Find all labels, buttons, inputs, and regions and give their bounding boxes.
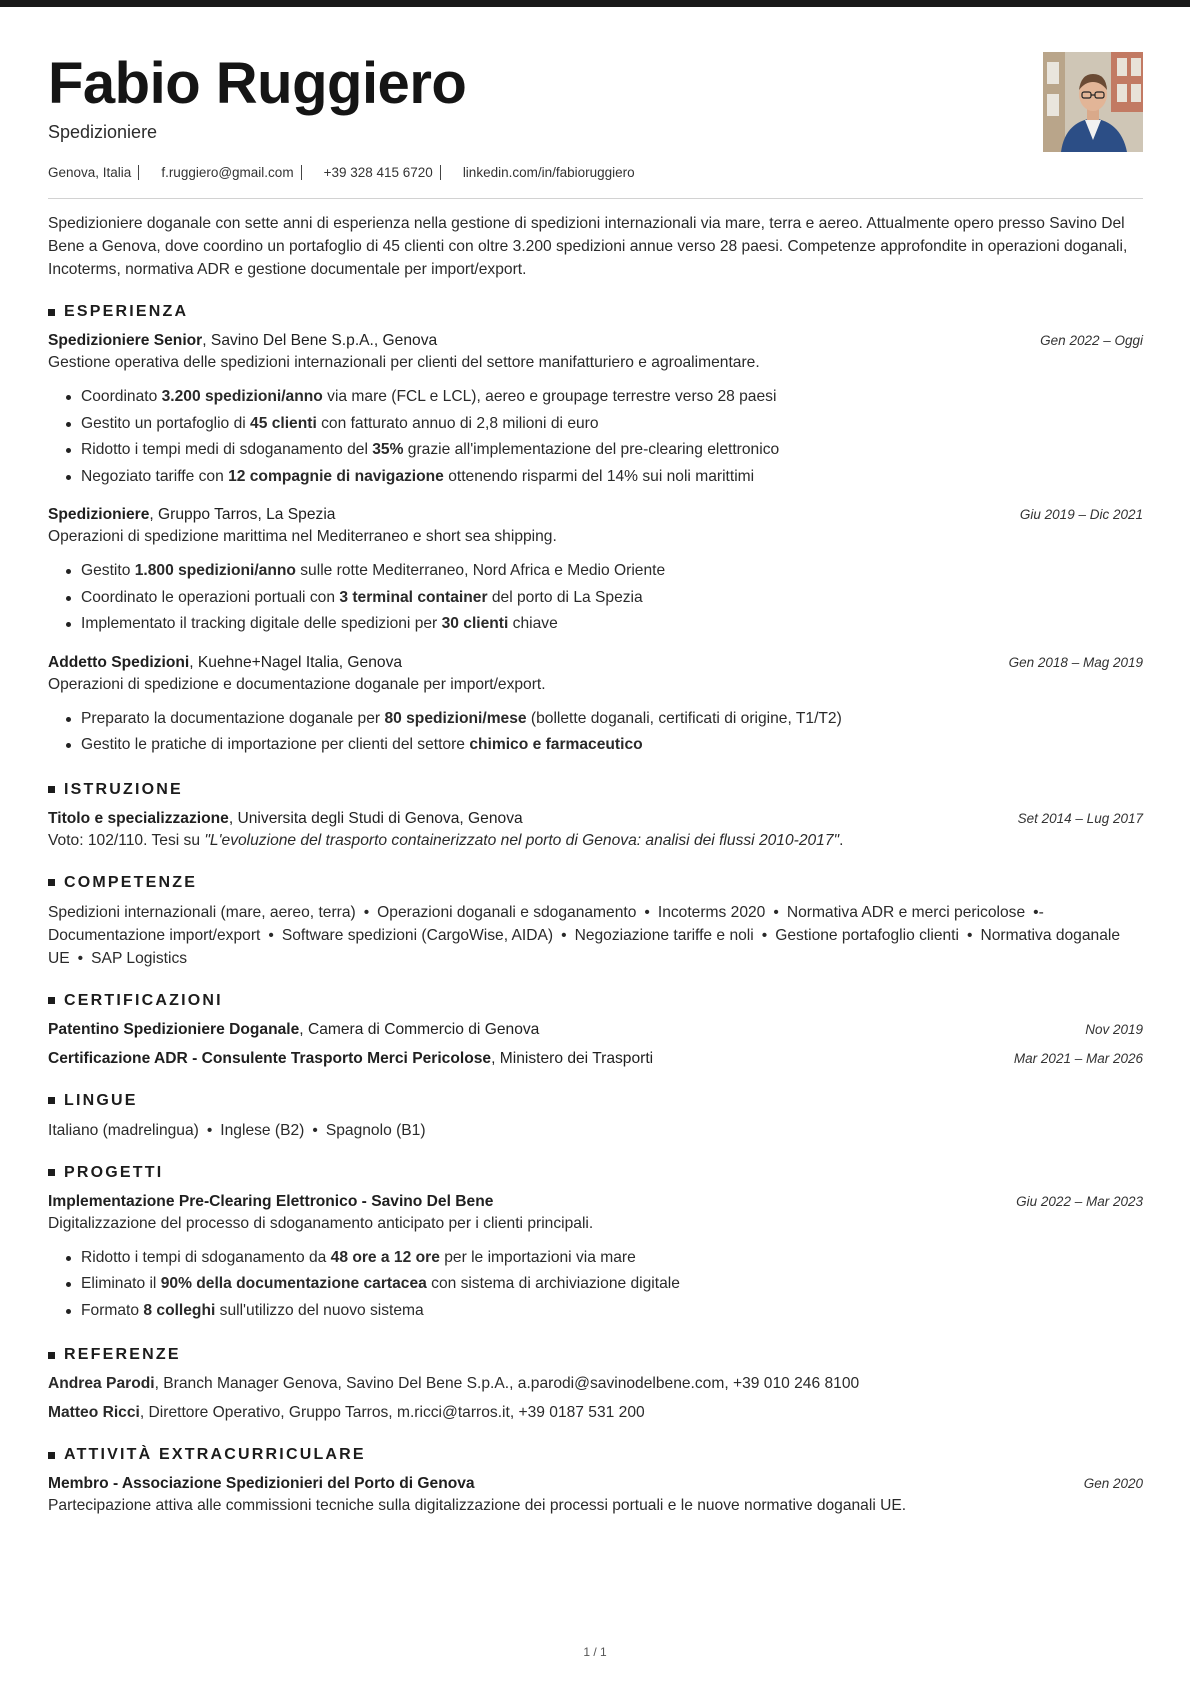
bullet-item: Formato 8 colleghi sull'utilizzo del nuovo sistema (48, 1298, 1143, 1325)
contact-separator (138, 165, 139, 180)
reference-name: Matteo Ricci (48, 1404, 140, 1421)
job-title: Addetto Spedizioni (48, 653, 190, 671)
language-item: Inglese (B2) (220, 1121, 305, 1139)
reference-details: , Branch Manager Genova, Savino Del Bene S.p.A., a.parodi@savinodelbene.com, +39 010 246 8100 (154, 1375, 860, 1392)
reference-entry (48, 1373, 1143, 1395)
skill-item: Negoziazione tariffe e noli (574, 926, 754, 944)
language-item: Spagnolo (B1) (325, 1121, 426, 1139)
section-marker-icon (48, 786, 55, 793)
project-bullets (48, 1245, 1143, 1325)
bullet-item: Coordinato le operazioni portuali con 3 terminal container del porto di La Spezia (48, 585, 1143, 612)
certification-date: Mar 2021 – Mar 2026 (1013, 1050, 1143, 1066)
education-date: Set 2014 – Lug 2017 (1017, 810, 1143, 826)
activity-date: Gen 2020 (1083, 1476, 1143, 1491)
bullet-item: Coordinato 3.200 spedizioni/anno via mare (FCL e LCL), aereo e groupage terrestre verso 28 paesi (48, 384, 1143, 411)
contact-line (48, 165, 1143, 180)
section-title-text: CERTIFICAZIONI (64, 991, 223, 1009)
section-title-languages (48, 1092, 1143, 1110)
job-description: Operazioni di spedizione marittima nel Mediterraneo e short sea shipping. (48, 528, 557, 545)
job-bullets (48, 558, 1143, 638)
job-title: Spedizioniere Senior (48, 332, 203, 349)
entry-header (48, 808, 1143, 830)
section-title-experience (48, 303, 1143, 321)
extracurricular-entry (48, 1473, 1143, 1517)
language-item: Italiano (madrelingua) (48, 1121, 199, 1139)
section-title-text: ATTIVITÀ EXTRACURRICULARE (64, 1446, 366, 1463)
skill-item: Incoterms 2020 (657, 903, 766, 921)
contact-phone[interactable]: +39 328 415 6720 (323, 165, 433, 180)
certification-title: Certificazione ADR - Consulente Trasporto Merci Pericolose (48, 1049, 492, 1067)
languages-list: Italiano (madrelingua) • Inglese (B2) • Spagnolo (B1) (48, 1121, 426, 1139)
section-title-text: REFERENZE (64, 1346, 181, 1363)
profile-photo (1043, 52, 1143, 152)
entry-header (48, 1191, 1143, 1213)
bullet-item: Gestito 1.800 spedizioni/anno sulle rotte Mediterraneo, Nord Africa e Medio Oriente (48, 558, 1143, 585)
project-description: Digitalizzazione del processo di sdoganamento anticipato per i clienti principali. (48, 1214, 594, 1232)
education-entry (48, 808, 1143, 852)
certification-issuer: , Ministero dei Trasporti (491, 1049, 654, 1067)
activity-description: Partecipazione attiva alle commissioni tecniche sulla digitalizzazione dei processi portuali e le nuove normative doganali UE. (48, 1497, 907, 1514)
skill-item: Normativa doganale UE (48, 926, 1120, 967)
contact-email[interactable]: f.ruggiero@gmail.com (161, 165, 294, 180)
resume-header (48, 48, 1143, 198)
contact-linkedin[interactable]: linkedin.com/in/fabioruggiero (462, 165, 635, 180)
top-bar (0, 0, 1190, 7)
section-marker-icon (48, 997, 55, 1004)
section-title-certifications (48, 992, 1143, 1010)
bullet-item: Negoziato tariffe con 12 compagnie di navigazione ottenendo risparmi del 14% sui noli marittimi (48, 464, 1143, 491)
profile-summary: Spedizioniere doganale con sette anni di esperienza nella gestione di spedizioni internazionali via mare, terra e aereo. Attualmente opero presso Savino Del Bene a Genova, dove coordino un portafoglio di 45 clienti con oltre 3.200 spedizioni annue verso 28 paesi. Competenze approfondite in operazioni doganali, Incoterms, normativa ADR e gestione documentale per import/export. (48, 215, 1128, 278)
thesis-title: "L'evoluzione del trasporto containerizzato nel porto di Genova: analisi dei flussi 2010-2017" (204, 831, 840, 849)
section-title-text: LINGUE (64, 1091, 138, 1109)
job-description: Operazioni di spedizione e documentazione doganale per import/export. (48, 675, 546, 693)
entry-header (48, 652, 1143, 674)
page-number: 1 / 1 (583, 1645, 607, 1659)
skill-item: SAP Logistics (91, 949, 188, 967)
certification-date: Nov 2019 (1085, 1021, 1143, 1037)
section-title-projects (48, 1164, 1143, 1182)
activity-title: Membro - Associazione Spedizionieri del Porto di Genova (48, 1475, 475, 1492)
job-description: Gestione operativa delle spedizioni internazionali per clienti del settore manifatturiero e agroalimentare. (48, 354, 760, 371)
bullet-item: Implementato il tracking digitale delle spedizioni per 30 clienti chiave (48, 611, 1143, 638)
experience-entry (48, 504, 1143, 638)
entry-header (48, 1473, 1143, 1495)
contact-separator (440, 165, 441, 180)
job-organization: , Kuehne+Nagel Italia, Genova (189, 653, 403, 671)
school-name: , Universita degli Studi di Genova, Genova (228, 809, 523, 827)
contact-location: Genova, Italia (48, 165, 132, 180)
reference-name: Andrea Parodi (48, 1375, 155, 1392)
reference-details: , Direttore Operativo, Gruppo Tarros, m.ricci@tarros.it, +39 0187 531 200 (139, 1404, 645, 1421)
section-title-education (48, 781, 1143, 799)
experience-entry (48, 652, 1143, 759)
certification-entry (48, 1048, 1143, 1070)
entry-header (48, 504, 1143, 526)
section-marker-icon (48, 1097, 55, 1104)
bullet-item: Gestito un portafoglio di 45 clienti con fatturato annuo di 2,8 milioni di euro (48, 411, 1143, 438)
resume-page (48, 44, 1143, 1531)
skill-item: Operazioni doganali e sdoganamento (377, 903, 637, 921)
section-title-skills (48, 874, 1143, 892)
job-date: Gen 2022 – Oggi (1040, 333, 1143, 348)
job-title: Spedizioniere (48, 506, 150, 523)
project-date: Giu 2022 – Mar 2023 (1016, 1193, 1143, 1209)
job-organization: , Savino Del Bene S.p.A., Genova (202, 332, 438, 349)
bullet-item: Ridotto i tempi medi di sdoganamento del 35% grazie all'implementazione del pre-clearing elettronico (48, 437, 1143, 464)
section-marker-icon (48, 1452, 55, 1459)
section-title-text: ESPERIENZA (64, 303, 189, 320)
entry-header (48, 330, 1143, 352)
project-entry (48, 1191, 1143, 1325)
section-marker-icon (48, 1352, 55, 1359)
bullet-item: Ridotto i tempi di sdoganamento da 48 ore a 12 ore per le importazioni via mare (48, 1245, 1143, 1272)
skill-item: Gestione portafoglio clienti (775, 926, 959, 944)
degree-title: Titolo e specializzazione (48, 809, 229, 827)
section-title-text: ISTRUZIONE (64, 780, 183, 798)
bullet-item: Eliminato il 90% della documentazione cartacea con sistema di archiviazione digitale (48, 1271, 1143, 1298)
certification-title: Patentino Spedizioniere Doganale (48, 1020, 300, 1038)
certification-entry (48, 1019, 1143, 1041)
skills-list: Spedizioni internazionali (mare, aereo, terra) • Operazioni doganali e sdoganamento • Incoterms 2020 • Normativa ADR e merci pericolose •-Documentazione import/export • Software spedizioni (CargoWise, AIDA) • Negoziazione tariffe e noli • Gestione portafoglio clienti • Normativa doganale UE • SAP Logistics (48, 903, 1120, 967)
header-divider (48, 198, 1143, 199)
bullet-item: Preparato la documentazione doganale per 80 spedizioni/mese (bollette doganali, certificati di origine, T1/T2) (48, 706, 1143, 733)
section-title-text: COMPETENZE (64, 873, 198, 891)
skill-item: Software spedizioni (CargoWise, AIDA) (281, 926, 554, 944)
section-marker-icon (48, 879, 55, 886)
reference-entry (48, 1402, 1143, 1424)
job-date: Gen 2018 – Mag 2019 (1008, 654, 1143, 670)
candidate-name: Fabio Ruggiero (48, 51, 467, 116)
project-title: Implementazione Pre-Clearing Elettronico - Savino Del Bene (48, 1192, 494, 1210)
bullet-item: Gestito le pratiche di importazione per clienti del settore chimico e farmaceutico (48, 732, 1143, 759)
section-marker-icon (48, 1169, 55, 1176)
skill-item: Normativa ADR e merci pericolose (786, 903, 1026, 921)
job-organization: , Gruppo Tarros, La Spezia (149, 506, 336, 523)
section-title-references (48, 1346, 1143, 1364)
certification-issuer: , Camera di Commercio di Genova (299, 1020, 540, 1038)
skill-item: -Documentazione import/export (48, 903, 1044, 944)
skill-item: Spedizioni internazionali (mare, aereo, terra) (48, 903, 356, 921)
section-title-text: PROGETTI (64, 1163, 164, 1181)
experience-entry (48, 330, 1143, 490)
job-date: Giu 2019 – Dic 2021 (1019, 507, 1143, 522)
section-title-extracurricular (48, 1446, 1143, 1464)
education-details: Voto: 102/110. Tesi su "L'evoluzione del trasporto containerizzato nel porto di Genova: analisi dei flussi 2010-2017". (48, 831, 844, 849)
section-marker-icon (48, 309, 55, 316)
job-bullets (48, 706, 1143, 759)
job-bullets (48, 384, 1143, 490)
candidate-role: Spedizioniere (48, 122, 158, 142)
contact-separator (301, 165, 302, 180)
profile-photo-image (1043, 52, 1143, 152)
